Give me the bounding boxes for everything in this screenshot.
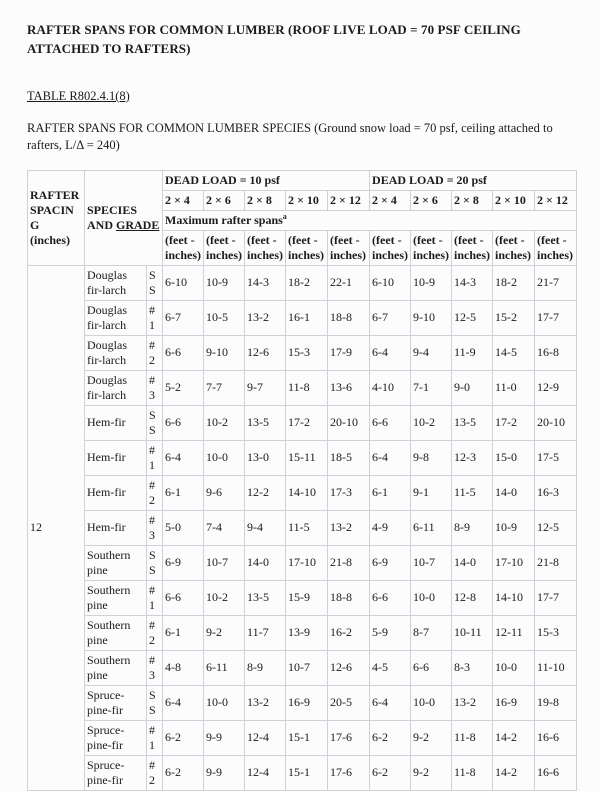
grade-cell: #2 <box>147 335 163 370</box>
span-value-cell: 13-5 <box>245 580 286 615</box>
span-value-cell: 9-10 <box>204 335 245 370</box>
page-title: RAFTER SPANS FOR COMMON LUMBER (ROOF LIVE LOAD = 70 PSF CEILING ATTACHED TO RAFTERS) <box>27 22 521 56</box>
span-value-cell: 17-2 <box>493 405 535 440</box>
span-value-cell: 14-10 <box>286 475 328 510</box>
unit-header-cell: (feet - inches) <box>411 230 452 265</box>
span-value-cell: 18-8 <box>328 580 370 615</box>
span-value-cell: 10-0 <box>204 685 245 720</box>
span-value-cell: 21-8 <box>328 545 370 580</box>
span-value-cell: 4-8 <box>163 650 204 685</box>
species-cell: Southern pine <box>85 615 147 650</box>
span-value-cell: 10-0 <box>204 440 245 475</box>
span-value-cell: 16-1 <box>286 300 328 335</box>
size-header-cell: 2 × 12 <box>328 190 370 210</box>
span-value-cell: 10-2 <box>204 580 245 615</box>
span-value-cell: 6-6 <box>411 650 452 685</box>
span-value-cell: 6-10 <box>370 265 411 300</box>
span-value-cell: 6-7 <box>370 300 411 335</box>
span-value-cell: 8-3 <box>452 650 493 685</box>
span-value-cell: 9-0 <box>452 370 493 405</box>
span-value-cell: 13-0 <box>245 440 286 475</box>
span-value-cell: 14-2 <box>493 755 535 790</box>
span-value-cell: 17-10 <box>286 545 328 580</box>
span-value-cell: 6-2 <box>163 755 204 790</box>
span-value-cell: 20-10 <box>535 405 577 440</box>
span-value-cell: 16-9 <box>493 685 535 720</box>
span-value-cell: 6-6 <box>163 405 204 440</box>
span-value-cell: 9-7 <box>245 370 286 405</box>
table-row <box>28 440 577 475</box>
table-row <box>28 720 577 755</box>
span-value-cell: 11-9 <box>452 335 493 370</box>
grade-cell: #2 <box>147 615 163 650</box>
grade-cell: SS <box>147 265 163 300</box>
span-value-cell: 15-1 <box>286 720 328 755</box>
span-value-cell: 6-9 <box>163 545 204 580</box>
unit-header-cell: (feet - inches) <box>535 230 577 265</box>
span-value-cell: 10-2 <box>204 405 245 440</box>
table-row <box>28 475 577 510</box>
span-value-cell: 18-2 <box>286 265 328 300</box>
span-value-cell: 9-1 <box>411 475 452 510</box>
span-value-cell: 6-11 <box>204 650 245 685</box>
size-header-cell: 2 × 6 <box>204 190 245 210</box>
span-value-cell: 8-9 <box>452 510 493 545</box>
span-value-cell: 13-9 <box>286 615 328 650</box>
span-value-cell: 13-6 <box>328 370 370 405</box>
span-value-cell: 12-2 <box>245 475 286 510</box>
span-value-cell: 6-2 <box>370 720 411 755</box>
table-row <box>28 265 577 300</box>
grade-cell: #2 <box>147 475 163 510</box>
span-value-cell: 6-11 <box>411 510 452 545</box>
span-value-cell: 22-1 <box>328 265 370 300</box>
span-value-cell: 9-2 <box>204 615 245 650</box>
span-value-cell: 8-9 <box>245 650 286 685</box>
span-value-cell: 5-0 <box>163 510 204 545</box>
table-reference-link[interactable]: TABLE R802.4.1(8) <box>27 88 130 103</box>
species-cell: Southern pine <box>85 545 147 580</box>
span-value-cell: 16-9 <box>286 685 328 720</box>
rafter-span-table <box>27 170 577 791</box>
span-value-cell: 12-11 <box>493 615 535 650</box>
grade-cell: SS <box>147 405 163 440</box>
span-value-cell: 17-6 <box>328 720 370 755</box>
span-value-cell: 16-3 <box>535 475 577 510</box>
species-cell: Hem-fir <box>85 510 147 545</box>
table-body <box>28 265 577 790</box>
unit-header-cell: (feet - inches) <box>204 230 245 265</box>
table-row <box>28 545 577 580</box>
span-value-cell: 13-5 <box>452 405 493 440</box>
span-value-cell: 20-5 <box>328 685 370 720</box>
unit-header-cell: (feet - inches) <box>163 230 204 265</box>
header-dead-load-10: DEAD LOAD = 10 psf <box>163 170 370 190</box>
span-value-cell: 11-8 <box>452 755 493 790</box>
grade-cell: #3 <box>147 650 163 685</box>
span-value-cell: 15-2 <box>493 300 535 335</box>
table-row <box>28 405 577 440</box>
span-value-cell: 10-2 <box>411 405 452 440</box>
species-cell: Hem-fir <box>85 475 147 510</box>
span-value-cell: 10-0 <box>411 580 452 615</box>
species-cell: Southern pine <box>85 650 147 685</box>
header-rafter-spacing: RAFTER SPACING (inches) <box>28 170 85 265</box>
span-value-cell: 10-9 <box>204 265 245 300</box>
span-value-cell: 11-0 <box>493 370 535 405</box>
table-row <box>28 615 577 650</box>
span-value-cell: 6-1 <box>370 475 411 510</box>
span-value-cell: 17-6 <box>328 755 370 790</box>
span-value-cell: 6-6 <box>163 580 204 615</box>
span-value-cell: 11-10 <box>535 650 577 685</box>
species-cell: Douglas fir-larch <box>85 265 147 300</box>
header-dead-load-20: DEAD LOAD = 20 psf <box>370 170 577 190</box>
header-row-top <box>28 170 577 190</box>
span-value-cell: 6-4 <box>370 335 411 370</box>
span-value-cell: 16-6 <box>535 755 577 790</box>
table-row <box>28 580 577 615</box>
species-cell: Hem-fir <box>85 440 147 475</box>
span-value-cell: 14-0 <box>493 475 535 510</box>
span-value-cell: 11-8 <box>452 720 493 755</box>
span-value-cell: 9-2 <box>411 755 452 790</box>
span-value-cell: 4-5 <box>370 650 411 685</box>
header-species-grade <box>85 170 163 265</box>
size-header-cell: 2 × 12 <box>535 190 577 210</box>
span-value-cell: 14-5 <box>493 335 535 370</box>
span-value-cell: 16-2 <box>328 615 370 650</box>
rafter-spacing-value: 12 <box>28 265 85 790</box>
species-cell: Douglas fir-larch <box>85 335 147 370</box>
span-value-cell: 17-10 <box>493 545 535 580</box>
span-value-cell: 12-4 <box>245 720 286 755</box>
unit-header-cell: (feet - inches) <box>245 230 286 265</box>
span-value-cell: 12-6 <box>328 650 370 685</box>
table-row <box>28 685 577 720</box>
span-value-cell: 18-5 <box>328 440 370 475</box>
size-header-cell: 2 × 8 <box>452 190 493 210</box>
span-value-cell: 17-7 <box>535 300 577 335</box>
grade-cell: #3 <box>147 370 163 405</box>
span-value-cell: 18-8 <box>328 300 370 335</box>
span-value-cell: 15-1 <box>286 755 328 790</box>
span-value-cell: 9-8 <box>411 440 452 475</box>
span-value-cell: 15-11 <box>286 440 328 475</box>
span-value-cell: 7-4 <box>204 510 245 545</box>
span-value-cell: 17-7 <box>535 580 577 615</box>
span-value-cell: 13-2 <box>328 510 370 545</box>
span-value-cell: 6-4 <box>370 685 411 720</box>
span-value-cell: 6-10 <box>163 265 204 300</box>
span-value-cell: 12-3 <box>452 440 493 475</box>
span-value-cell: 14-2 <box>493 720 535 755</box>
span-value-cell: 5-9 <box>370 615 411 650</box>
span-value-cell: 10-9 <box>411 265 452 300</box>
unit-header-cell: (feet - inches) <box>286 230 328 265</box>
span-value-cell: 12-5 <box>452 300 493 335</box>
table-reference <box>27 89 575 104</box>
header-species-grade-text: SPECIES AND <box>87 202 138 232</box>
span-value-cell: 17-9 <box>328 335 370 370</box>
span-value-cell: 10-7 <box>204 545 245 580</box>
grade-link[interactable]: GRADE <box>116 217 160 232</box>
species-cell: Hem-fir <box>85 405 147 440</box>
span-value-cell: 9-2 <box>411 720 452 755</box>
footnote-marker: a <box>282 211 287 221</box>
span-value-cell: 7-7 <box>204 370 245 405</box>
span-value-cell: 15-9 <box>286 580 328 615</box>
size-header-cell: 2 × 4 <box>370 190 411 210</box>
table-row <box>28 650 577 685</box>
grade-cell: #1 <box>147 580 163 615</box>
size-header-cell: 2 × 10 <box>493 190 535 210</box>
span-value-cell: 11-5 <box>452 475 493 510</box>
span-value-cell: 14-3 <box>452 265 493 300</box>
span-value-cell: 9-6 <box>204 475 245 510</box>
span-value-cell: 17-2 <box>286 405 328 440</box>
table-caption: RAFTER SPANS FOR COMMON LUMBER SPECIES (Ground snow load = 70 psf, ceiling attached to rafters, L/Δ = 240) <box>27 120 553 153</box>
span-value-cell: 14-3 <box>245 265 286 300</box>
span-value-cell: 12-6 <box>245 335 286 370</box>
span-value-cell: 21-8 <box>535 545 577 580</box>
unit-header-cell: (feet - inches) <box>493 230 535 265</box>
grade-cell: SS <box>147 685 163 720</box>
span-value-cell: 6-9 <box>370 545 411 580</box>
span-value-cell: 11-8 <box>286 370 328 405</box>
max-span-header-text: Maximum rafter spans <box>165 212 283 227</box>
species-cell: Spruce-pine-fir <box>85 720 147 755</box>
span-value-cell: 4-9 <box>370 510 411 545</box>
span-value-cell: 6-6 <box>163 335 204 370</box>
span-value-cell: 8-7 <box>411 615 452 650</box>
span-value-cell: 11-5 <box>286 510 328 545</box>
span-value-cell: 15-3 <box>535 615 577 650</box>
span-value-cell: 6-4 <box>163 685 204 720</box>
span-value-cell: 20-10 <box>328 405 370 440</box>
span-value-cell: 10-9 <box>493 510 535 545</box>
span-value-cell: 7-1 <box>411 370 452 405</box>
species-cell: Douglas fir-larch <box>85 370 147 405</box>
span-value-cell: 6-6 <box>370 580 411 615</box>
span-value-cell: 12-9 <box>535 370 577 405</box>
span-value-cell: 10-0 <box>493 650 535 685</box>
span-value-cell: 4-10 <box>370 370 411 405</box>
table-row <box>28 370 577 405</box>
unit-header-cell: (feet - inches) <box>370 230 411 265</box>
size-header-cell: 2 × 8 <box>245 190 286 210</box>
span-value-cell: 5-2 <box>163 370 204 405</box>
span-value-cell: 13-2 <box>452 685 493 720</box>
span-value-cell: 15-0 <box>493 440 535 475</box>
span-value-cell: 14-0 <box>245 545 286 580</box>
size-header-cell: 2 × 4 <box>163 190 204 210</box>
span-value-cell: 13-5 <box>245 405 286 440</box>
span-value-cell: 16-8 <box>535 335 577 370</box>
span-value-cell: 6-6 <box>370 405 411 440</box>
table-row <box>28 510 577 545</box>
span-value-cell: 13-2 <box>245 685 286 720</box>
grade-cell: #1 <box>147 300 163 335</box>
span-value-cell: 6-7 <box>163 300 204 335</box>
span-value-cell: 6-1 <box>163 615 204 650</box>
span-value-cell: 10-5 <box>204 300 245 335</box>
span-value-cell: 14-10 <box>493 580 535 615</box>
span-value-cell: 12-8 <box>452 580 493 615</box>
span-value-cell: 6-4 <box>163 440 204 475</box>
unit-header-cell: (feet - inches) <box>328 230 370 265</box>
span-value-cell: 12-5 <box>535 510 577 545</box>
span-value-cell: 9-9 <box>204 720 245 755</box>
span-value-cell: 14-0 <box>452 545 493 580</box>
species-cell: Southern pine <box>85 580 147 615</box>
species-cell: Spruce-pine-fir <box>85 755 147 790</box>
size-header-cell: 2 × 6 <box>411 190 452 210</box>
size-header-cell: 2 × 10 <box>286 190 328 210</box>
span-value-cell: 10-7 <box>411 545 452 580</box>
species-cell: Douglas fir-larch <box>85 300 147 335</box>
span-value-cell: 21-7 <box>535 265 577 300</box>
span-value-cell: 6-2 <box>370 755 411 790</box>
span-value-cell: 10-0 <box>411 685 452 720</box>
unit-header-cell: (feet - inches) <box>452 230 493 265</box>
span-value-cell: 10-11 <box>452 615 493 650</box>
span-value-cell: 6-2 <box>163 720 204 755</box>
span-value-cell: 9-4 <box>411 335 452 370</box>
span-value-cell: 9-9 <box>204 755 245 790</box>
span-value-cell: 11-7 <box>245 615 286 650</box>
span-value-cell: 10-7 <box>286 650 328 685</box>
span-value-cell: 16-6 <box>535 720 577 755</box>
table-header <box>28 170 577 265</box>
table-row <box>28 300 577 335</box>
species-cell: Spruce-pine-fir <box>85 685 147 720</box>
grade-cell: #1 <box>147 440 163 475</box>
grade-cell: #2 <box>147 755 163 790</box>
span-value-cell: 17-5 <box>535 440 577 475</box>
span-value-cell: 9-4 <box>245 510 286 545</box>
grade-cell: SS <box>147 545 163 580</box>
grade-cell: #1 <box>147 720 163 755</box>
span-value-cell: 12-4 <box>245 755 286 790</box>
span-value-cell: 17-3 <box>328 475 370 510</box>
span-value-cell: 6-1 <box>163 475 204 510</box>
table-row <box>28 755 577 790</box>
span-value-cell: 15-3 <box>286 335 328 370</box>
table-row <box>28 335 577 370</box>
span-value-cell: 19-8 <box>535 685 577 720</box>
span-value-cell: 13-2 <box>245 300 286 335</box>
max-span-header <box>163 210 577 230</box>
span-value-cell: 9-10 <box>411 300 452 335</box>
grade-cell: #3 <box>147 510 163 545</box>
span-value-cell: 18-2 <box>493 265 535 300</box>
span-value-cell: 6-4 <box>370 440 411 475</box>
